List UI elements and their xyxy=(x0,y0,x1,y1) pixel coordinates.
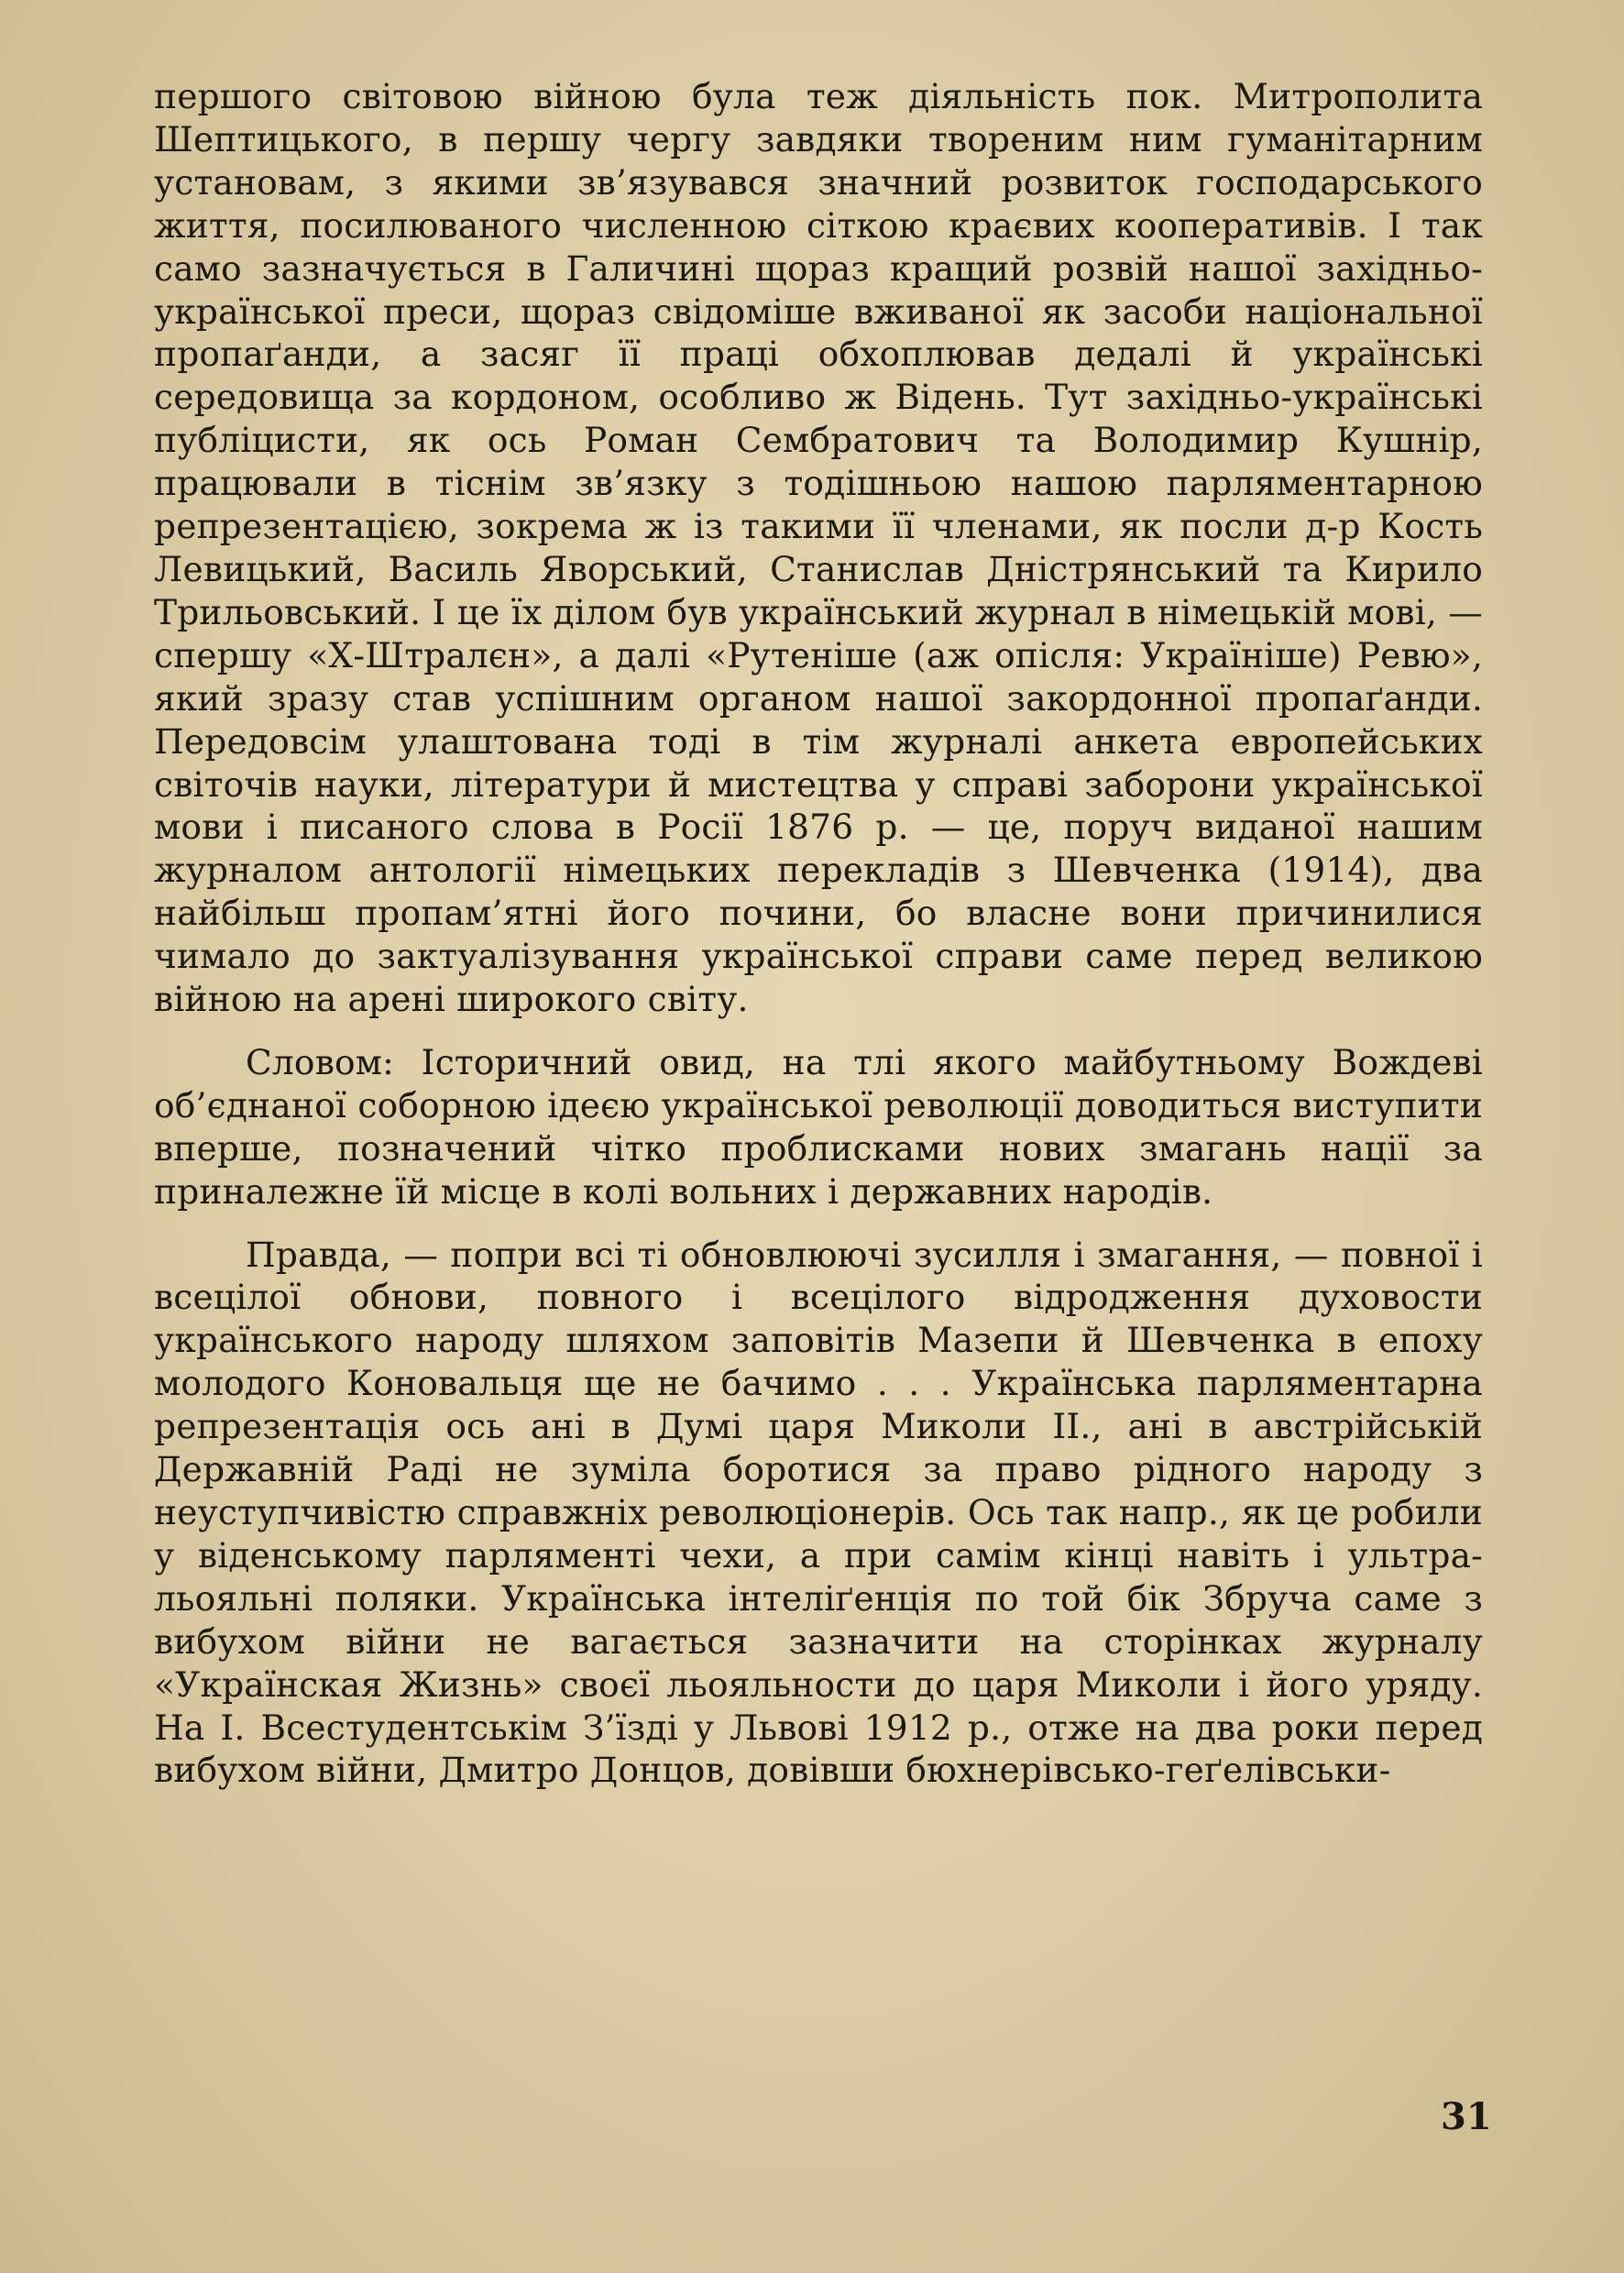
body-text xyxy=(154,75,1483,1792)
paragraph-2: Словом: Історичний овид, на тлі якого майбутньому Вождеві об’єднаної соборною ідеєю української революції доводиться виступити вперше, позначений чітко проблисками нових змагань нації за приналежне їй місце в колі вольних і державних народів. xyxy=(154,1041,1483,1212)
paragraph-3: Правда, — попри всі ті обновлюючі зусилля і змагання, — повної і всецілої обнови, повного і всецілого відродження духовости українського народу шляхом заповітів Мазепи й Шевченка в епоху молодого Коновальця ще не бачимо . . . Українська парляментарна репрезентація ось ані в Думі царя Миколи II., ані в австрійській Державній Раді не зуміла боротися за право рідного народу з неуступчивістю справжніх революціонерів. Ось так напр., як це робили у віденському парляменті чехи, а при самім кінці навіть і ультра-льояльні поляки. Українська інтеліґенція по той бік Збруча саме з вибухом війни не вагається зазначити на сторінках журналу «Украïнская Жизнь» своєї льояльности до царя Миколи і його уряду. На І. Всестудентськім З’їзді у Львові 1912 р., отже на два роки перед вибухом війни, Дмитро Донцов, довівши бюхнерівсько-геґелівськи- xyxy=(154,1234,1483,1791)
page-number: 31 xyxy=(1441,2095,1492,2138)
paragraph-1: першого світовою війною була теж діяльність пок. Митрополита Шептицького, в першу чергу завдяки твореним ним гуманітарним установам, з якими зв’язувався значний розвиток господарського життя, посилюваного численною сіткою краєвих кооперативів. І так само зазначується в Галичині щораз кращий розвій нашої західньо-української преси, щораз свідоміше вживаної як засоби національної пропаґанди, а засяг її праці обхоплював дедалі й українські середовища за кордоном, особливо ж Відень. Тут західньо-українські публіцисти, як ось Роман Сембратович та Володимир Кушнір, працювали в тіснім зв’язку з тодішньою нашою парляментарною репрезентацією, зокрема ж із такими її членами, як посли д-р Кость Левицький, Василь Яворський, Станислав Дністрянський та Кирило Трильовський. І це їх ділом був український журнал в німецькій мові, — спершу «Х-Штралєн», а далі «Рутеніше (аж опісля: Україніше) Ревю», який зразу став успішним органом нашої закордонної пропаґанди. Передовсім улаштована тоді в тім журналі анкета европейських світочів науки, літератури й мистецтва у справі заборони української мови і писаного слова в Росії 1876 р. — це, поруч виданої нашим журналом антології німецьких перекладів з Шевченка (1914), два найбільш пропам’ятні його почини, бо власне вони причинилися чимало до зактуалізування української справи саме перед великою війною на арені широкого світу. xyxy=(154,76,1483,1020)
